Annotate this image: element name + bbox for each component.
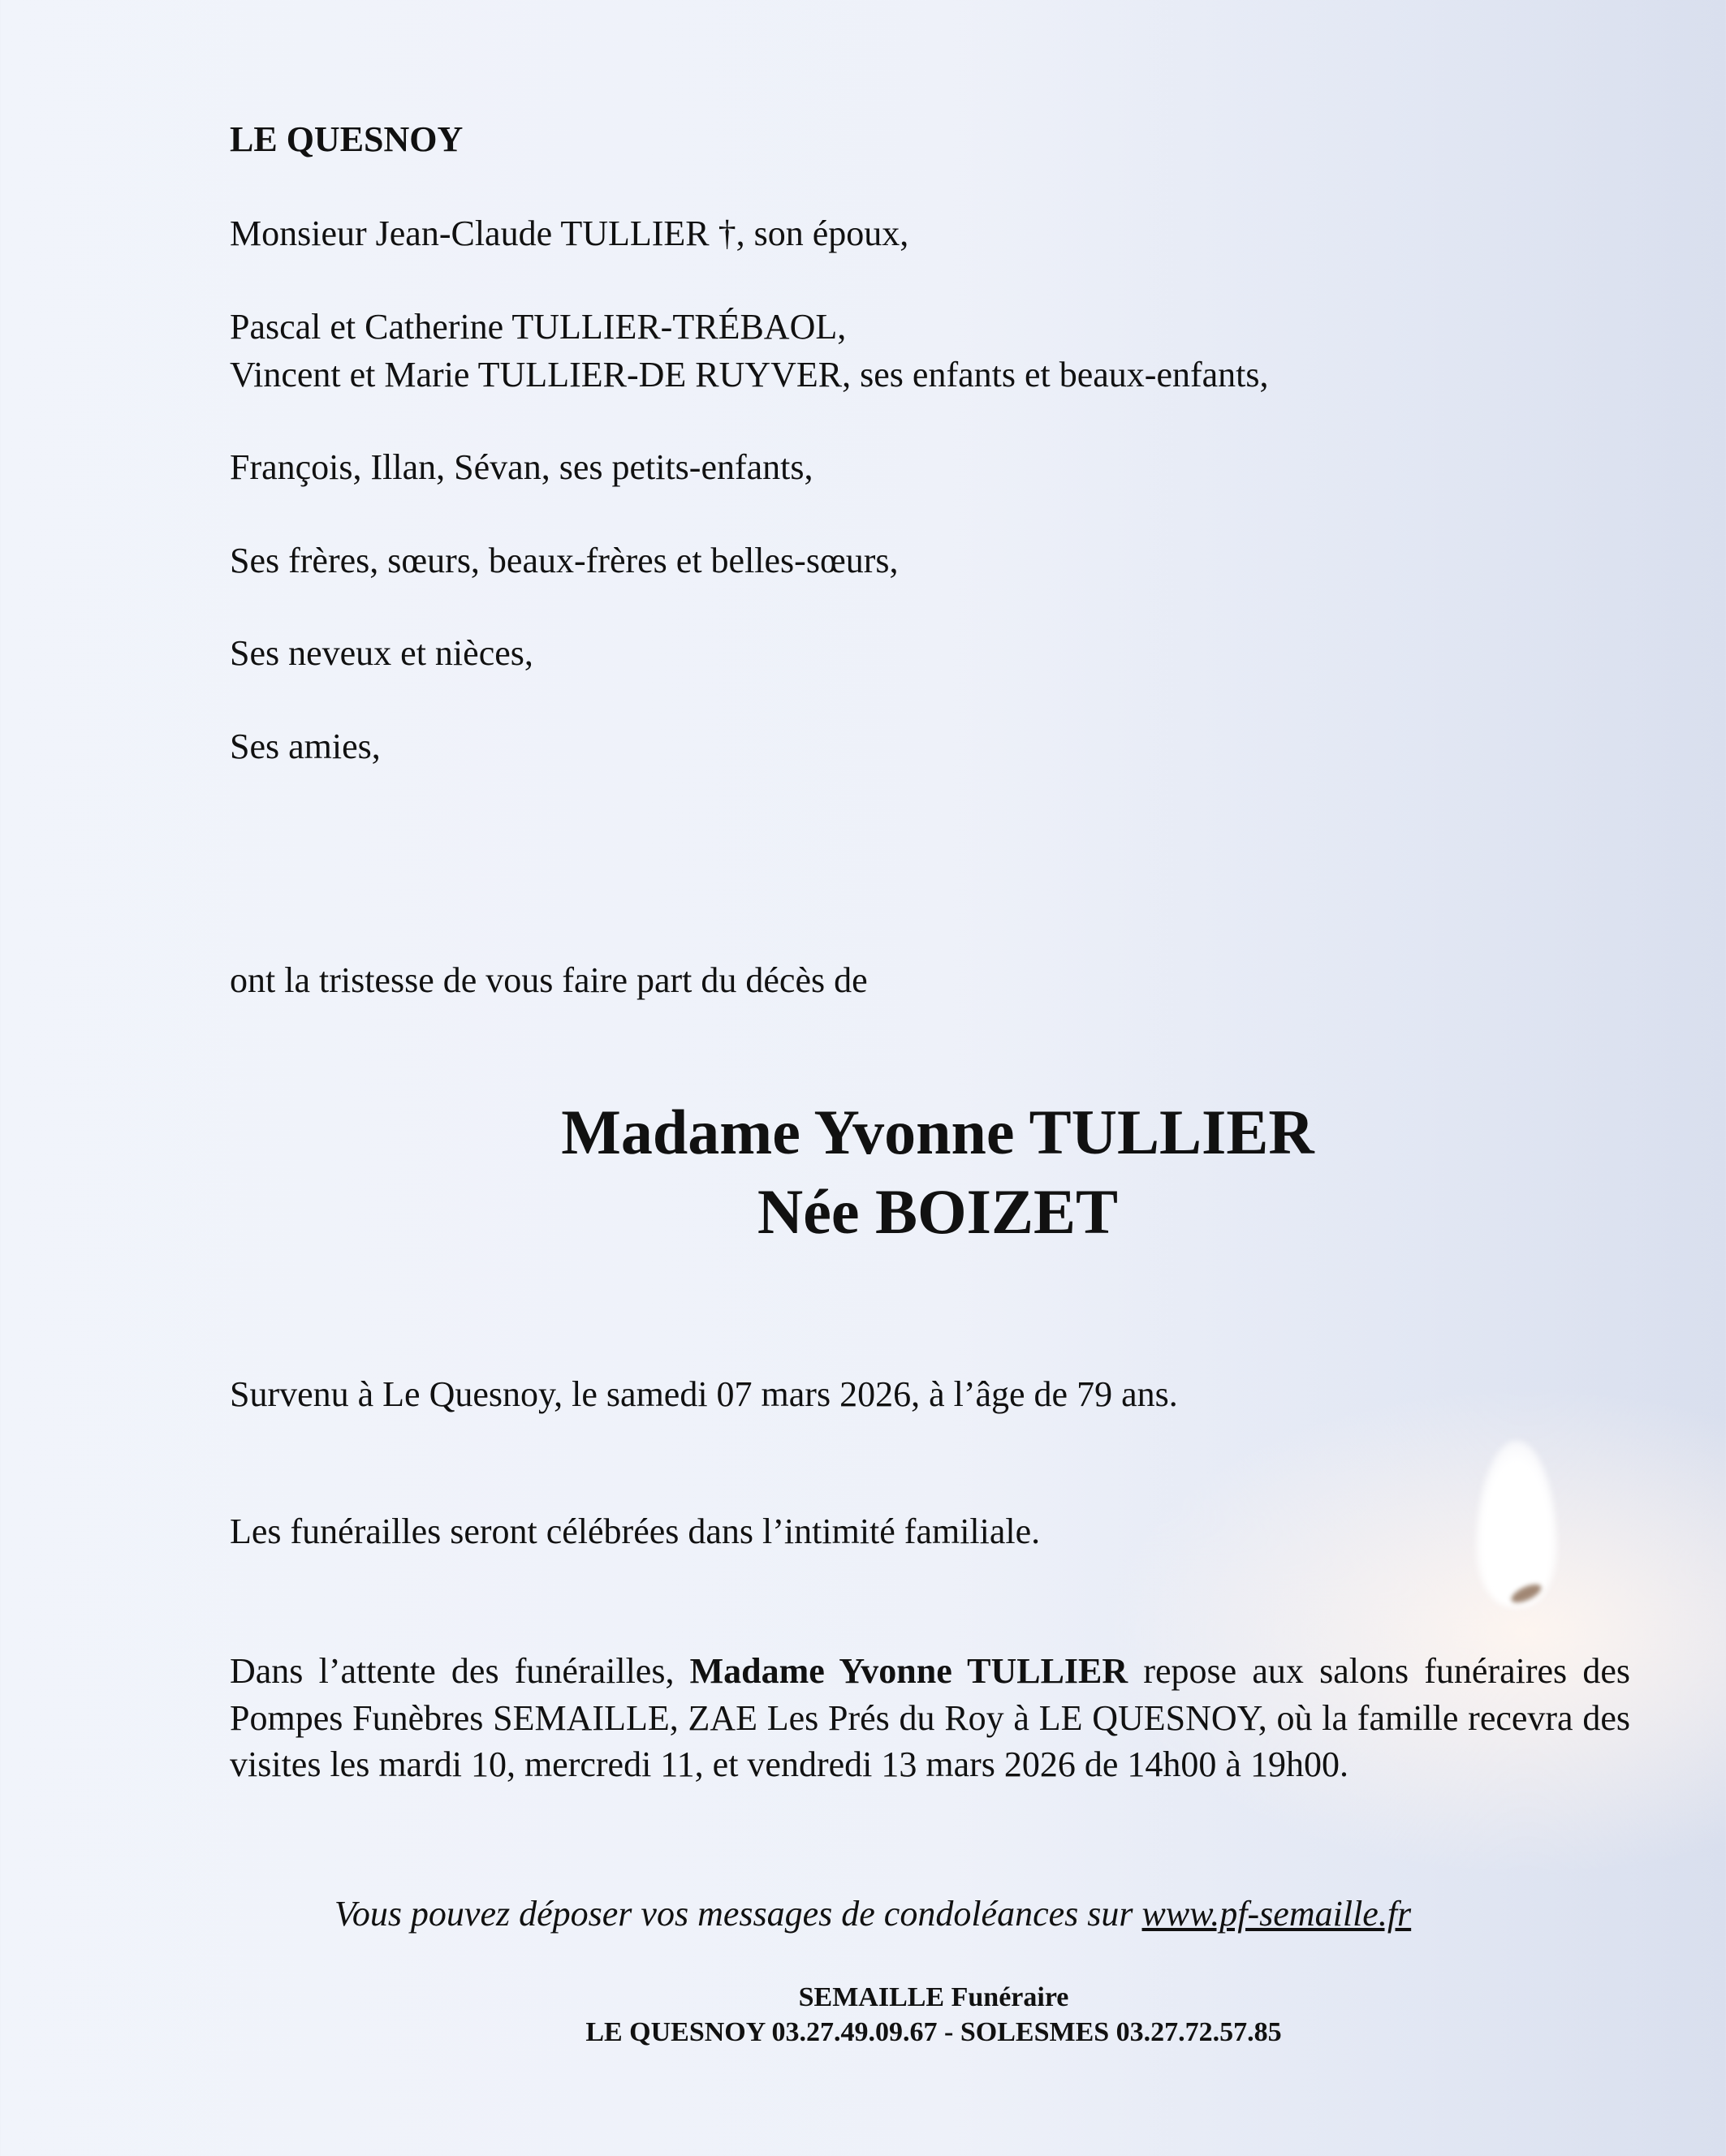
footer-phones: LE QUESNOY 03.27.49.09.67 - SOLESMES 03.27.72.57.85 — [585, 2017, 1282, 2047]
family-line-friends: Ses amies, — [230, 727, 381, 766]
candle-flame-image — [1476, 1441, 1557, 1607]
family-line-spouse: Monsieur Jean-Claude TULLIER †, son époux, — [230, 213, 909, 253]
visitation-text-start: Dans l’attente des funérailles, — [230, 1651, 690, 1691]
visitation-paragraph — [230, 1648, 1630, 1788]
condolences-text: Vous pouvez déposer vos messages de condoléances sur — [334, 1894, 1142, 1934]
deceased-maiden-name: Née BOIZET — [757, 1176, 1119, 1247]
town-heading: LE QUESNOY — [230, 119, 464, 159]
family-line-siblings: Ses frères, sœurs, beaux-frères et belles-sœurs, — [230, 541, 899, 580]
visitation-deceased-name: Madame Yvonne TULLIER — [689, 1651, 1128, 1691]
death-notice: Survenu à Le Quesnoy, le samedi 07 mars 2026, à l’âge de 79 ans. — [230, 1374, 1178, 1414]
family-line-nephews: Ses neveux et nièces, — [230, 633, 533, 673]
funeral-notice: Les funérailles seront célébrées dans l’intimité familiale. — [230, 1511, 1041, 1551]
family-line-child-1: Pascal et Catherine TULLIER-TRÉBAOL, — [230, 307, 847, 347]
footer-company: SEMAILLE Funéraire — [798, 1982, 1069, 2012]
condolences-line — [0, 1896, 1624, 1932]
family-line-grandchildren: François, Illan, Sévan, ses petits-enfants, — [230, 447, 813, 487]
announcement-text: ont la tristesse de vous faire part du décès de — [230, 960, 868, 1000]
visitation-text-end: repose aux salons funéraires des Pompes Funèbres SEMAILLE, ZAE Les Prés du Roy à LE QUESNOY, où la famille recevra des visites les mardi 10, mercredi 11, et vendredi 13 mars 2026 de 14h00 à 19h00. — [230, 1651, 1630, 1784]
condolences-website-link[interactable]: www.pf-semaille.fr — [1141, 1894, 1412, 1934]
family-line-child-2: Vincent et Marie TULLIER-DE RUYVER, ses enfants et beaux-enfants, — [230, 355, 1269, 395]
deceased-name: Madame Yvonne TULLIER — [561, 1097, 1314, 1167]
